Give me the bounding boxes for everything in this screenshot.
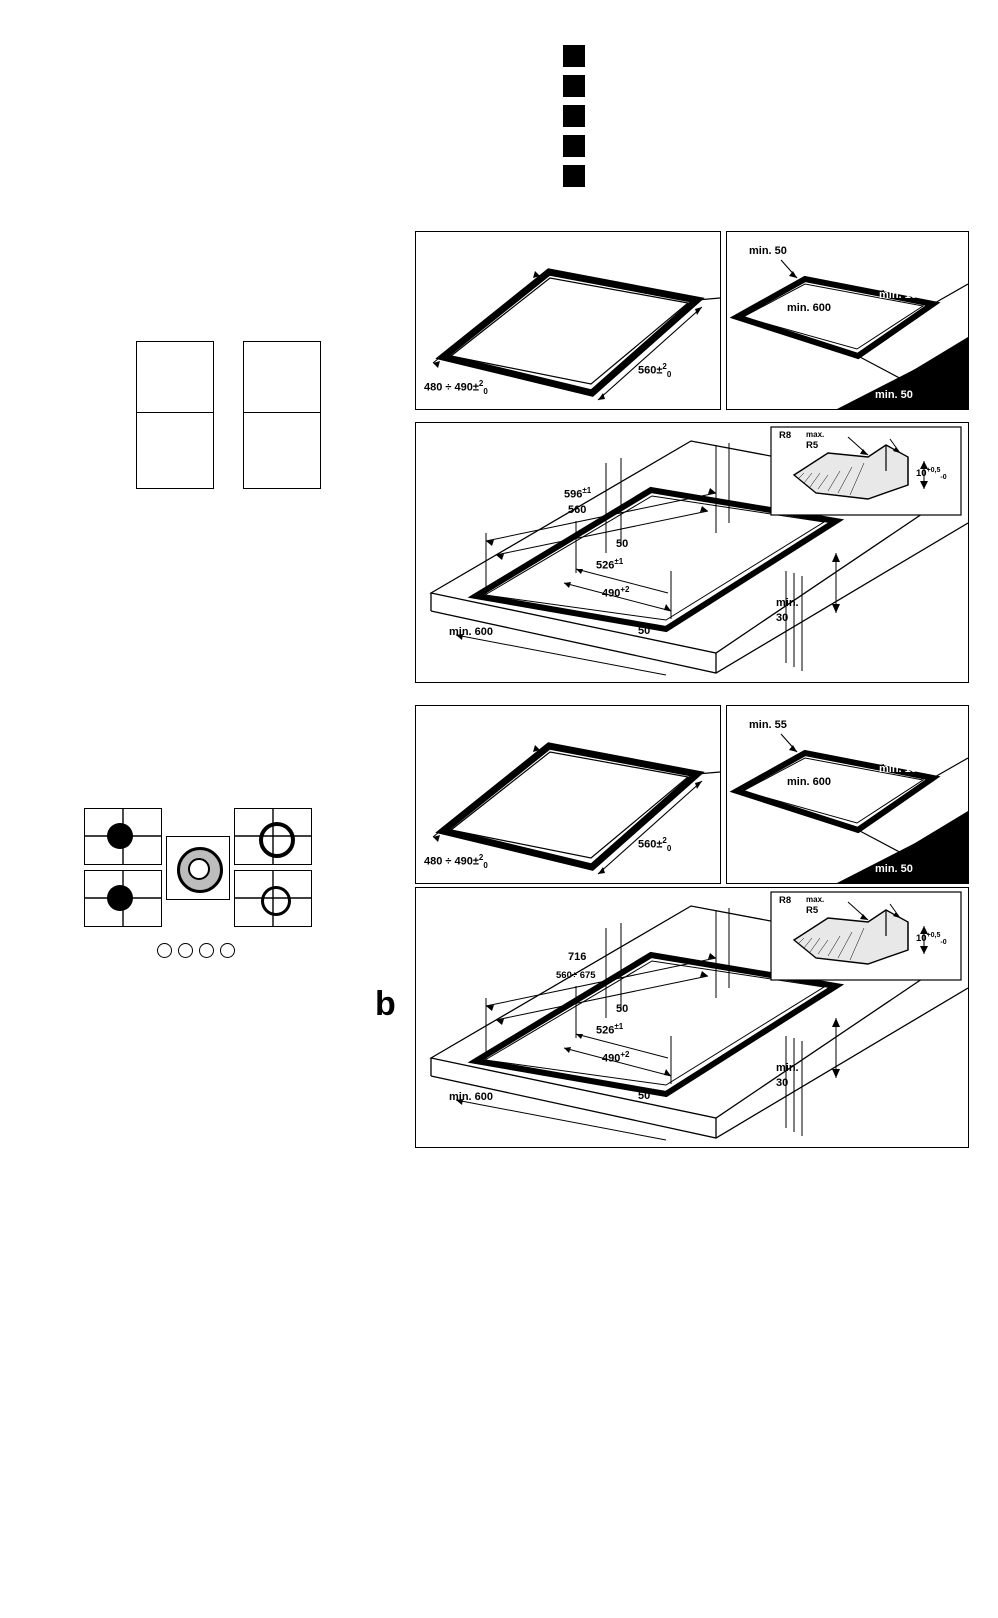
- clearance-min-600: min. 600: [449, 1091, 494, 1103]
- clearance-min-label: min.: [776, 1062, 799, 1074]
- dimension-560: 560±$^2_0$: [638, 836, 672, 853]
- dimension-560: 560±$^2_0$: [638, 362, 672, 379]
- note-max: max.: [806, 895, 825, 904]
- panel-worktop-596: [415, 422, 969, 683]
- dimension-596: $596^{\pm 1}$: [564, 486, 592, 501]
- cabinet-outline-right: [243, 341, 321, 489]
- hob-top-view: [84, 808, 314, 978]
- cabinet-outline-left: [136, 341, 214, 489]
- panel-hob-cutout-1: [415, 231, 721, 410]
- dimension-10: $10^{+0,5}_{-0}$: [916, 932, 947, 947]
- dimension-490: $490^{+2}$: [602, 585, 630, 600]
- burner-rear-left: [84, 808, 162, 865]
- dimension-490: $490^{+2}$: [602, 1050, 630, 1065]
- legend-square: [563, 105, 585, 127]
- grate-left-rear: [85, 809, 161, 864]
- radius-r8: R8: [779, 895, 792, 906]
- burner-rear-right: [234, 808, 312, 865]
- clearance-min-600: min. 600: [787, 776, 832, 788]
- panel-worktop-716: [415, 887, 969, 1148]
- clearance-min-50-bottom: min. 50: [875, 389, 913, 401]
- burner-centre-wok: [166, 836, 230, 900]
- cabinet-divider: [244, 412, 320, 413]
- dimension-50-top: 50: [616, 538, 629, 550]
- grate-right-rear: [235, 809, 311, 864]
- radius-r5: R5: [806, 440, 819, 451]
- dimension-526: $526^{\pm 1}$: [596, 557, 624, 572]
- clearance-min-50-top: min. 50: [749, 245, 787, 257]
- control-knob-3[interactable]: [199, 943, 214, 958]
- radius-r5: R5: [806, 905, 819, 916]
- dimension-50-bottom: 50: [638, 625, 651, 637]
- legend-square: [563, 45, 585, 67]
- clearance-min-label: min.: [776, 597, 799, 609]
- clearance-min-600: min. 600: [449, 626, 494, 638]
- radius-r8: R8: [779, 430, 792, 441]
- control-knob-2[interactable]: [178, 943, 193, 958]
- figure-letter: b: [375, 985, 396, 1023]
- legend-square-column: [563, 45, 585, 195]
- control-knob-4[interactable]: [220, 943, 235, 958]
- burner-front-left: [84, 870, 162, 927]
- note-max: max.: [806, 430, 825, 439]
- cabinet-divider: [137, 412, 213, 413]
- dimension-50-bottom: 50: [638, 1090, 651, 1102]
- dimension-10: $10^{+0,5}_{-0}$: [916, 467, 947, 482]
- clearance-min-55: min. 55: [749, 719, 787, 731]
- control-knob-1[interactable]: [157, 943, 172, 958]
- dimension-560: 560: [568, 504, 587, 516]
- dimension-480-490: 480 ÷ 490±$^2_0$: [424, 853, 488, 870]
- panel-hob-cutout-2: [415, 705, 721, 884]
- legend-square: [563, 75, 585, 97]
- clearance-min-100: min. 100: [879, 289, 924, 301]
- dimension-480-490: 480 ÷ 490±$^2_0$: [424, 379, 488, 396]
- panel-clearance-2: [726, 705, 969, 884]
- clearance-min-150: min. 150: [879, 763, 924, 775]
- dimension-50-top: 50: [616, 1003, 629, 1015]
- dimension-716: 716: [568, 951, 587, 963]
- legend-square: [563, 135, 585, 157]
- wok-inner-ring: [188, 858, 210, 880]
- clearance-min-50: min. 50: [875, 863, 913, 875]
- panel-clearance-1: [726, 231, 969, 410]
- clearance-30: 30: [776, 612, 789, 624]
- legend-square: [563, 165, 585, 187]
- dimension-560-675: 560÷ 675: [556, 970, 596, 981]
- grate-right-front: [235, 871, 311, 926]
- grate-left-front: [85, 871, 161, 926]
- clearance-min-600: min. 600: [787, 302, 832, 314]
- burner-front-right: [234, 870, 312, 927]
- dimension-526: $526^{\pm 1}$: [596, 1022, 624, 1037]
- clearance-30: 30: [776, 1077, 789, 1089]
